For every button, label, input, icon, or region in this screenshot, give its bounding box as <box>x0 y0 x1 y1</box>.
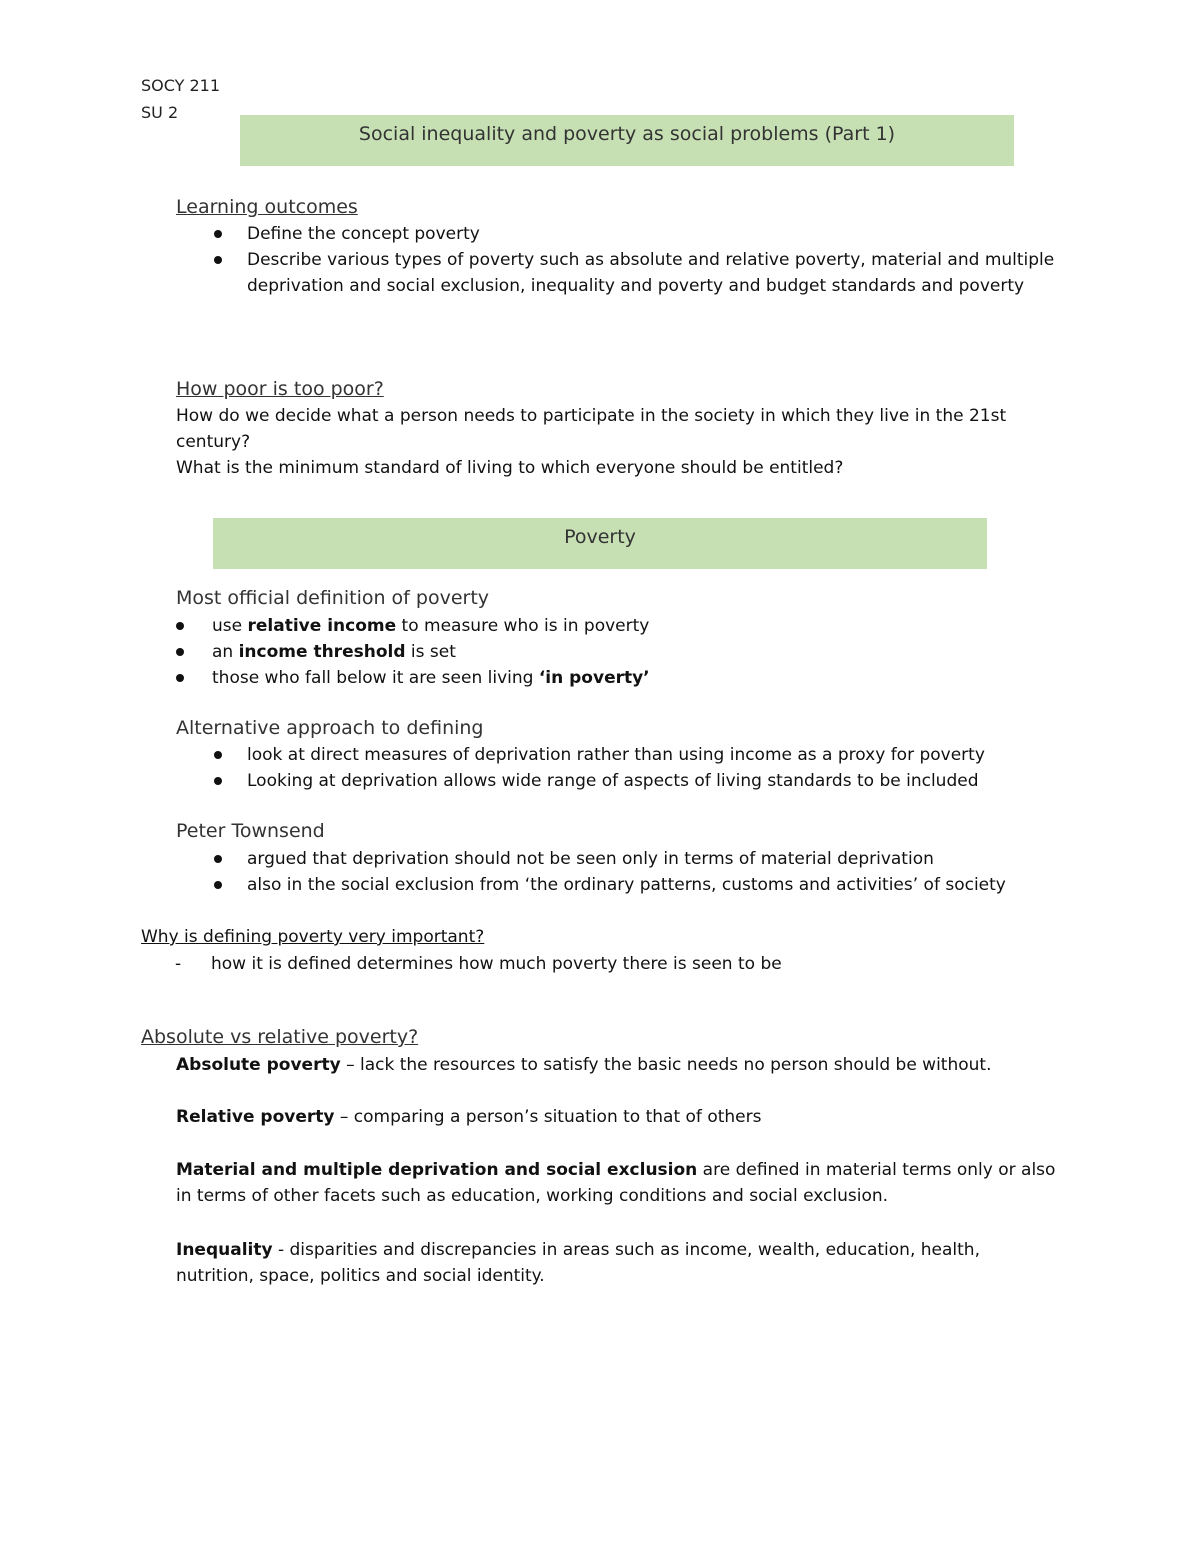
absolute-vs-relative-heading: Absolute vs relative poverty? <box>141 1026 419 1048</box>
bullet-icon <box>214 777 222 785</box>
official-definition-heading: Most official definition of poverty <box>176 587 490 609</box>
list-item: look at direct measures of deprivation rather than using income as a proxy for poverty <box>247 742 1067 768</box>
dash-marker: - <box>175 954 182 974</box>
bullet-icon <box>176 674 184 682</box>
list-item: also in the social exclusion from ‘the ordinary patterns, customs and activities’ of society <box>247 872 1067 898</box>
poverty-banner: Poverty <box>213 518 987 569</box>
bullet-icon <box>214 881 222 889</box>
learning-outcomes-heading: Learning outcomes <box>176 196 358 218</box>
bullet-icon <box>214 256 222 264</box>
townsend-list <box>247 846 1067 898</box>
alternative-approach-list <box>247 742 1067 794</box>
alternative-approach-heading: Alternative approach to defining <box>176 717 484 739</box>
how-poor-heading: How poor is too poor? <box>176 378 384 400</box>
course-code: SOCY 211 <box>141 76 221 95</box>
list-item: Define the concept poverty <box>247 221 1057 247</box>
study-unit: SU 2 <box>141 103 179 122</box>
list-item: an income threshold is set <box>212 639 1032 665</box>
bullet-icon <box>176 648 184 656</box>
course-header <box>141 72 220 126</box>
title-banner: Social inequality and poverty as social problems (Part 1) <box>240 115 1014 166</box>
bullet-icon <box>214 855 222 863</box>
list-item: those who fall below it are seen living ‘in poverty’ <box>212 665 1032 691</box>
list-item: Looking at deprivation allows wide range of aspects of living standards to be included <box>247 768 1067 794</box>
list-item: argued that deprivation should not be seen only in terms of material deprivation <box>247 846 1067 872</box>
absolute-poverty-paragraph: Absolute poverty – lack the resources to satisfy the basic needs no person should be without. <box>176 1055 992 1075</box>
inequality-paragraph: Inequality - disparities and discrepancies in areas such as income, wealth, education, health, nutrition, space, politics and social identity. <box>176 1240 980 1286</box>
bullet-icon <box>214 751 222 759</box>
bullet-icon <box>214 230 222 238</box>
list-item: use relative income to measure who is in poverty <box>212 613 1032 639</box>
why-important-heading: Why is defining poverty very important? <box>141 927 485 947</box>
official-definition-list <box>212 613 1032 691</box>
list-item: Describe various types of poverty such as absolute and relative poverty, material and multiple deprivation and social exclusion, inequality and poverty and budget standards and poverty <box>247 247 1057 299</box>
material-deprivation-paragraph: Material and multiple deprivation and social exclusion are defined in material terms only or also in terms of other facets such as education, working conditions and social exclusion. <box>176 1160 1056 1206</box>
bullet-icon <box>176 622 184 630</box>
how-poor-question-1: How do we decide what a person needs to participate in the society in which they live in the 21st century? <box>176 406 1007 452</box>
townsend-heading: Peter Townsend <box>176 820 325 842</box>
learning-outcomes-list <box>247 221 1057 299</box>
relative-poverty-paragraph: Relative poverty – comparing a person’s situation to that of others <box>176 1107 762 1127</box>
how-poor-question-2: What is the minimum standard of living to which everyone should be entitled? <box>176 458 844 478</box>
why-important-text: how it is defined determines how much poverty there is seen to be <box>211 954 782 974</box>
